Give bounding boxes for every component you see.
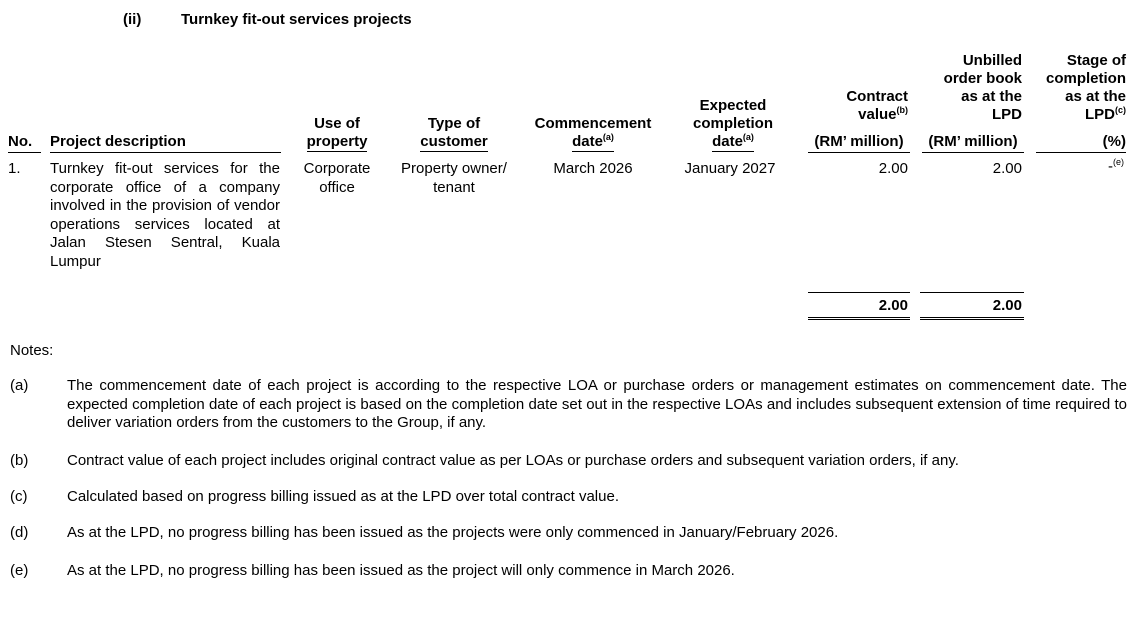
- row-1-commencement-date: March 2026: [553, 160, 633, 177]
- note-text: Calculated based on progress billing issued as at the LPD over total contract value.: [67, 488, 619, 505]
- header-unbilled-order-book: Unbilled order book as at the LPD: [943, 52, 1022, 123]
- header-commencement-date: Commencement date$^{(a)}$: [534, 115, 652, 150]
- note-label: (b): [10, 452, 29, 469]
- note-label: (d): [10, 524, 29, 541]
- note-label: (c): [10, 488, 28, 505]
- header-expected-completion-date: Expected completion date$^{(a)}$: [692, 97, 773, 150]
- header-stage-of-completion: Stage of completion as at the LPD$^{(c)}$: [1045, 52, 1126, 123]
- header-unbilled-unit: (RM’ million): [922, 133, 1024, 153]
- note-text: The commencement date of each project is according to the respective LOA or purchase orders or management estimates on commencement date. The expected completion date of each project is based on the completion date set out in the respective LOAs and includes subsequent extension of time required to deliver variation orders from the customers to the Group, if any.: [67, 377, 1127, 431]
- header-stage-unit: (%): [1036, 133, 1126, 153]
- row-1-no: 1.: [8, 160, 21, 177]
- note-label: (a): [10, 377, 29, 394]
- row-1-type-of-customer: Property owner/ tenant: [401, 160, 507, 196]
- header-contract-value-unit: (RM’ million): [808, 133, 910, 153]
- row-1-description: Turnkey fit-out services for the corporate office of a company involved in the provision of vendor operations services located at Jalan Stesen Sentral, Kuala Lumpur: [50, 160, 280, 270]
- header-use-of-property: Use of property: [306, 115, 368, 150]
- row-1-use-of-property: Corporate office: [303, 160, 371, 196]
- row-1-stage-of-completion: -$^{(e)}$: [1108, 157, 1124, 175]
- row-1-unbilled-order-book: 2.00: [992, 160, 1022, 177]
- header-no: No.: [8, 133, 41, 153]
- total-contract-value: 2.00: [808, 292, 910, 320]
- row-1-expected-completion: January 2027: [684, 160, 776, 177]
- header-type-of-customer: Type of customer: [420, 115, 488, 150]
- total-unbilled: 2.00: [920, 292, 1024, 320]
- header-description: Project description: [50, 133, 281, 153]
- notes-title: Notes:: [10, 342, 54, 359]
- note-text: As at the LPD, no progress billing has been issued as the project will only commence in March 2026.: [67, 562, 735, 579]
- note-label: (e): [10, 562, 29, 579]
- section-title: Turnkey fit-out services projects: [181, 11, 412, 28]
- section-number: (ii): [123, 11, 142, 28]
- note-text: As at the LPD, no progress billing has been issued as the projects were only commenced in January/February 2026.: [67, 524, 839, 541]
- header-contract-value: Contract value$^{(b)}$: [846, 88, 908, 123]
- note-text: Contract value of each project includes original contract value as per LOAs or purchase orders and subsequent variation orders, if any.: [67, 452, 959, 469]
- row-1-contract-value: 2.00: [878, 160, 908, 177]
